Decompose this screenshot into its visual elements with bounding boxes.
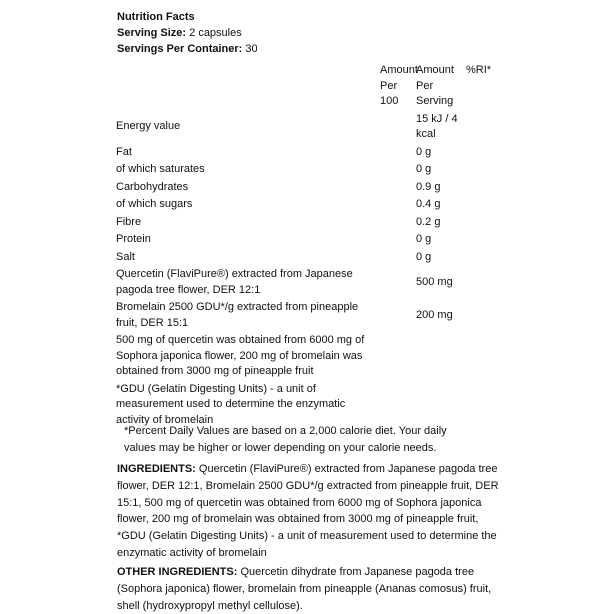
nutrient-serving-value: 0 g — [416, 233, 432, 245]
nutrient-serving-value: 0.9 g — [416, 180, 441, 193]
nutrient-name: Quercetin (FlaviPure®) extracted from Japanese pagoda tree flower, DER 12:1 — [116, 268, 353, 296]
table-header-row — [114, 62, 494, 111]
table-row — [114, 299, 494, 332]
daily-values-note: *Percent Daily Values are based on a 2,000 calorie diet. Your daily values may be higher or lower depending on your calorie needs. — [124, 425, 447, 454]
table-row — [114, 196, 494, 214]
serving-size-value: 2 capsules — [189, 27, 242, 39]
column-header-per-100: Amount Per 100 — [380, 64, 418, 107]
nutrient-serving-value — [414, 381, 464, 430]
table-row — [114, 249, 494, 267]
nutrient-name: Salt — [116, 250, 135, 263]
table-row — [114, 214, 494, 232]
nutrient-serving-value — [414, 332, 464, 381]
serving-size-line — [117, 25, 258, 41]
nutrient-serving-value: 0.2 g — [416, 215, 441, 228]
nutrient-name: Protein — [116, 233, 151, 245]
nutrition-table — [114, 62, 494, 429]
nutrient-name: of which saturates — [116, 163, 205, 175]
other-ingredients-label: OTHER INGREDIENTS: — [117, 566, 238, 578]
nutrient-name: Bromelain 2500 GDU*/g extracted from pineapple fruit, DER 15:1 — [116, 301, 359, 329]
table-row — [114, 231, 494, 249]
other-ingredients-paragraph — [117, 564, 502, 614]
column-header-ri: %RI* — [466, 64, 492, 76]
nutrient-name: Fibre — [116, 215, 142, 228]
nutrient-serving-value: 0.4 g — [416, 198, 441, 210]
nutrient-serving-value: 15 kJ / 4 kcal — [416, 112, 458, 140]
ingredients-label: INGREDIENTS: — [117, 463, 196, 475]
nutrient-name: of which sugars — [116, 198, 193, 210]
table-row — [114, 144, 494, 162]
nutrient-name: 500 mg of quercetin was obtained from 6000 mg of Sophora japonica flower, 200 mg of bromelain was obtained from 3000 mg of pineapple fruit — [116, 334, 365, 377]
nutrient-serving-value: 0 g — [416, 163, 432, 175]
label-header — [117, 9, 258, 57]
nutrient-serving-value: 200 mg — [416, 308, 453, 321]
servings-value: 30 — [245, 43, 258, 55]
table-row — [114, 111, 494, 144]
nutrient-serving-value: 500 mg — [416, 275, 453, 288]
table-row — [114, 266, 494, 299]
nutrient-name: Fat — [116, 145, 132, 158]
nutrient-name: Energy value — [116, 120, 181, 133]
ingredients-text: Quercetin (FlaviPure®) extracted from Japanese pagoda tree flower, DER 12:1, Bromelain 2500 GDU*/g extracted from pineapple fruit, DER 15:1, 500 mg of quercetin was obtained from 6000 mg of Sophora japonica flower, 200 mg of bromelain was obtained from 3000 mg of pineapple fruit, *GDU (Gelatin Digesting Units) - a unit of measurement used to determine the enzymatic activity of bromelain — [117, 463, 499, 559]
label-title: Nutrition Facts — [117, 11, 195, 23]
nutrient-name: Carbohydrates — [116, 180, 189, 193]
table-row — [114, 179, 494, 197]
column-header-per-serving: Amount Per Serving — [416, 64, 454, 107]
servings-label: Servings Per Container: — [117, 43, 243, 55]
other-ingredients-text: Quercetin dihydrate from Japanese pagoda tree (Sophora japonica) flower, bromelain from pineapple (Ananas comosus) fruit, shell (hydroxypropyl methyl cellulose). — [117, 566, 492, 612]
serving-size-label: Serving Size: — [117, 27, 187, 39]
nutrient-serving-value: 0 g — [416, 145, 432, 158]
ingredients-paragraph — [117, 461, 502, 562]
nutrient-serving-value: 0 g — [416, 250, 432, 263]
table-row — [114, 161, 494, 179]
nutrient-name: *GDU (Gelatin Digesting Units) - a unit of measurement used to determine the enzymatic activity of bromelain — [116, 382, 346, 426]
table-row — [114, 381, 494, 430]
servings-per-container-line — [117, 41, 258, 57]
table-row — [114, 332, 494, 381]
